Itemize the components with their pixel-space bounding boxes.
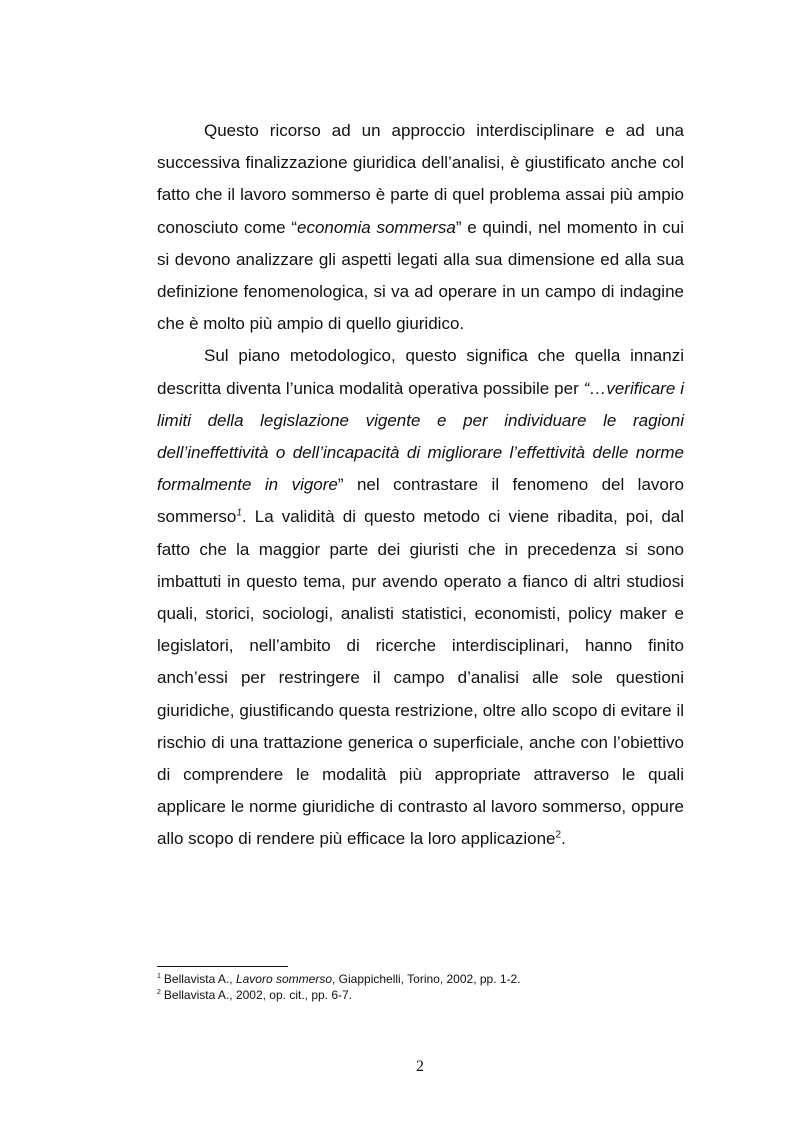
text-run: . La validità di questo metodo ci viene ribadita, poi, dal fatto che la maggior parte dei giuristi che in precedenza si sono imbattuti in questo tema, pur avendo operato a fianco di altri studiosi quali, storici, sociologi, analisti statistici, economisti, policy maker e legislatori, nell’ambito di ricerche interdisciplinari, hanno finito anch’essi per restringere il campo d’analisi alle sole questioni giuridiche, giustificando questa restrizione, oltre allo scopo di evitare il rischio di una trattazione generica o superficiale, anche con l’obiettivo di comprendere le modalità più appropriate attraverso le quali applicare le norme giuridiche di contrasto al lavoro sommerso, oppure allo scopo di rendere più efficace la loro applicazione: [157, 507, 684, 849]
text-run: Bellavista A., 2002, op. cit., pp. 6-7.: [163, 988, 353, 1002]
text-run: ” nel contrastare il fenomeno del lavoro sommerso: [157, 475, 684, 527]
footnote-number: 1: [157, 973, 161, 980]
footnote-number: 2: [157, 989, 161, 996]
text-run: ” e quindi, nel momento in cui si devono analizzare gli aspetti legati alla sua dimensione ed alla sua definizione fenomenologica, si va ad operare in un campo di indagine che è molto più ampio di quello giuridico.: [157, 217, 685, 334]
page-number: 2: [416, 1058, 424, 1075]
text-run: , Giappichelli, Torino, 2002, pp. 1-2.: [332, 972, 521, 986]
footnote-1: [157, 971, 684, 987]
footnotes: [157, 971, 684, 1003]
footnote-reference: 1: [236, 507, 242, 519]
text-run: .: [561, 829, 566, 849]
body-text: [157, 115, 684, 856]
text-run: Questo ricorso ad un approccio interdisciplinare e ad una successiva finalizzazione giuridica dell’analisi, è giustificato anche col fatto che il lavoro sommerso è parte di quel problema assai più ampio conosciuto come “: [157, 121, 684, 237]
italic-text: “…verificare i limiti della legislazione vigente e per individuare le ragioni dell’ineffettività o dell’incapacità di migliorare l’effettività delle norme formalmente in vigore: [157, 378, 685, 495]
italic-text: economia sommersa: [297, 217, 456, 237]
footnote-separator: [157, 966, 288, 967]
paragraph-1: [157, 115, 684, 340]
footnote-2: [157, 987, 684, 1003]
text-run: Bellavista A.,: [163, 972, 236, 986]
paragraph-2: [157, 340, 684, 855]
italic-text: Lavoro sommerso: [235, 972, 332, 986]
footnote-reference: 2: [555, 829, 562, 841]
text-run: Sul piano metodologico, questo significa che quella innanzi descritta diventa l’unica modalità operativa possibile per: [157, 346, 684, 398]
